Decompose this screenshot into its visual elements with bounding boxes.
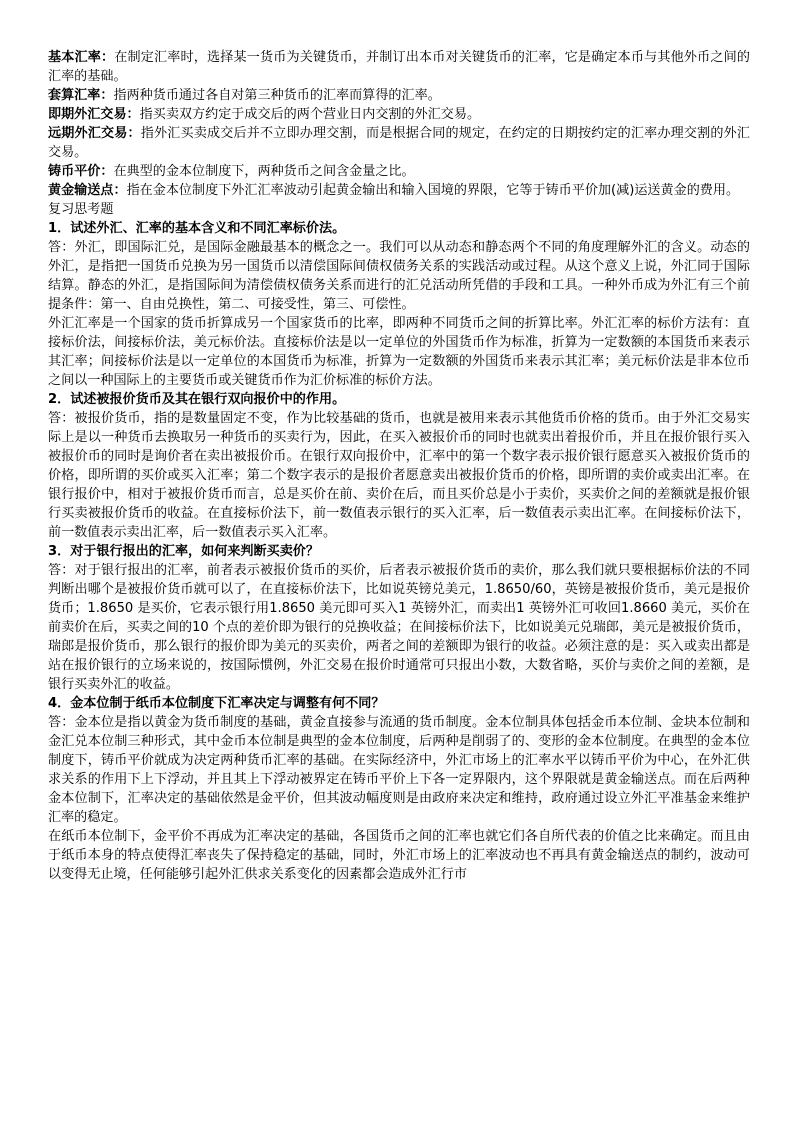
definition-term: 铸币平价： xyxy=(48,164,114,179)
definition-text: 指买卖双方约定于成交后的两个营业日内交割的外汇交易。 xyxy=(139,107,481,122)
definition-term: 黄金输送点： xyxy=(48,183,127,198)
definition-gold-points xyxy=(48,181,750,200)
definition-term: 远期外汇交易： xyxy=(48,126,141,141)
question-2 xyxy=(48,390,750,542)
definition-text: 在制定汇率时，选择某一货币为关键货币，并制订出本币对关键货币的汇率，它是确定本币与其他外币之间的汇率的基础。 xyxy=(48,50,751,84)
question-4 xyxy=(48,694,750,884)
section-heading: 复习思考题 xyxy=(48,202,114,217)
definition-term: 即期外汇交易： xyxy=(48,107,140,122)
answer-paragraph: 外汇汇率是一个国家的货币折算成另一个国家货币的比率，即两种不同货币之间的折算比率。外汇汇率的标价方法有：直接标价法，间接标价法，美元标价法。直接标价法是以一定单位的外国货币作为标准，折算为一定数额的本国货币来表示其汇率；间接标价法是以一定单位的本国货币为标准，折算为一定数额的外国货币来表示其汇率；美元标价法是非本位币之间以一种国际上的主要货币或关键货币作为汇价标准的标价方法。 xyxy=(48,316,750,388)
question-title: 4．金本位制于纸币本位制度下汇率决定与调整有何不同？ xyxy=(48,696,385,711)
definition-text: 指外汇买卖成交后并不立即办理交割，而是根据合同的规定，在约定的日期按约定的汇率办理交割的外汇交易。 xyxy=(48,126,751,160)
definition-term: 基本汇率： xyxy=(48,50,115,65)
answer-paragraph: 答：被报价货币，指的是数量固定不变，作为比较基础的货币，也就是被用来表示其他货币价格的货币。由于外汇交易实际上是以一种货币去换取另一种货币的买卖行为，因此，在买入被报价币的同时也就卖出着报价币，并且在报价银行买入被报价币的同时是询价者在卖出被报价币。在银行双向报价中，汇率中的第一个数字表示报价银行愿意买入被报价货币的价格，即所谓的买价或买入汇率；第二个数字表示的是报价者愿意卖出被报价货币的价格，即所谓的卖价或卖出汇率。在银行报价中，相对于被报价货币而言，总是买价在前、卖价在后，而且买价总是小于卖价，买卖价之间的差额就是报价银行买卖被报价货币的收益。在直接标价法下，前一数值表示银行的买入汇率，后一数值表示卖出汇率。在间接标价法下，前一数值表示卖出汇率，后一数值表示买入汇率。 xyxy=(48,411,750,540)
definition-mint-parity xyxy=(48,162,750,181)
question-title: 2．试述被报价货币及其在银行双向报价中的作用。 xyxy=(48,392,346,407)
answer-paragraph: 答：金本位是指以黄金为货币制度的基础，黄金直接参与流通的货币制度。金本位制具体包括金币本位制、金块本位制和金汇兑本位制三种形式，其中金币本位制是典型的金本位制度，后两种是削弱了的、变形的金本位制度。在典型的金本位制度下，铸币平价就成为决定两种货币汇率的基础。在实际经济中，外汇市场上的汇率水平以铸币平价为中心，在外汇供求关系的作用下上下浮动，并且其上下浮动被界定在铸币平价上下各一定界限内，这个界限就是黄金输送点。而在后两种金本位制下，汇率决定的基础依然是金平价，但其波动幅度则是由政府来决定和维持，政府通过设立外汇平准基金来维护汇率的稳定。 xyxy=(48,715,750,825)
question-3 xyxy=(48,542,750,694)
answer-paragraph: 答：对于银行报出的汇率，前者表示被报价货币的买价，后者表示被报价货币的卖价，那么我们就只要根据标价法的不同判断出哪个是被报价货币就可以了，在直接标价法下，比如说英镑兑美元，1.8650/60，英镑是被报价货币，美元是报价货币；1.8650 是买价，它表示银行用1.8650 美元即可买入1 英镑外汇，而卖出1 英镑外汇可收回1.8660 美元，买价在前卖价在后，买卖之间的10 个点的差价即为银行的兑换收益；在间接标价法下，比如说美元兑瑞郎，美元是被报价货币，瑞郎是报价货币，那么银行的报价即为美元的买卖价，两者之间的差额即为银行的收益。必须注意的是：买入或卖出都是站在报价银行的立场来说的，按国际惯例，外汇交易在报价时通常可只报出小数，大数省略，买价与卖价之间的差额，是银行买卖外汇的收益。 xyxy=(48,563,750,692)
question-title: 1．试述外汇、汇率的基本含义和不同汇率标价法。 xyxy=(48,221,346,236)
definition-forward-exchange xyxy=(48,124,750,162)
question-title: 3．对于银行报出的汇率，如何来判断买卖价？ xyxy=(48,544,319,559)
definition-text: 在典型的金本位制度下，两种货币之间含金量之比。 xyxy=(113,164,415,179)
definitions-list xyxy=(48,48,750,200)
definition-term: 套算汇率： xyxy=(48,88,114,103)
definition-spot-exchange xyxy=(48,105,750,124)
definition-base-rate xyxy=(48,48,750,86)
answer-paragraph: 在纸币本位制下，金平价不再成为汇率决定的基础，各国货币之间的汇率也就它们各自所代表的价值之比来确定。而且由于纸币本身的特点使得汇率丧失了保持稳定的基础，同时，外汇市场上的汇率波动也不再具有黄金输送点的制约，波动可以变得无止境，任何能够引起外汇供求关系变化的因素都会造成外汇行市 xyxy=(48,829,750,882)
definition-text: 指在金本位制度下外汇汇率波动引起黄金输出和输入国境的界限，它等于铸币平价加(减)运送黄金的费用。 xyxy=(126,183,740,198)
definition-cross-rate xyxy=(48,86,750,105)
question-1 xyxy=(48,219,750,390)
answer-paragraph: 答：外汇，即国际汇兑，是国际金融最基本的概念之一。我们可以从动态和静态两个不同的角度理解外汇的含义。动态的外汇，是指把一国货币兑换为另一国货币以清偿国际间债权债务关系的实践活动或过程。从这个意义上说，外汇同于国际结算。静态的外汇，是指国际间为清偿债权债务关系而进行的汇兑活动所凭借的手段和工具。一种外币成为外汇有三个前提条件：第一、自由兑换性，第二、可接受性，第三、可偿性。 xyxy=(48,240,750,312)
document-page xyxy=(48,48,750,884)
definition-text: 指两种货币通过各自对第三种货币的汇率而算得的汇率。 xyxy=(113,88,441,103)
